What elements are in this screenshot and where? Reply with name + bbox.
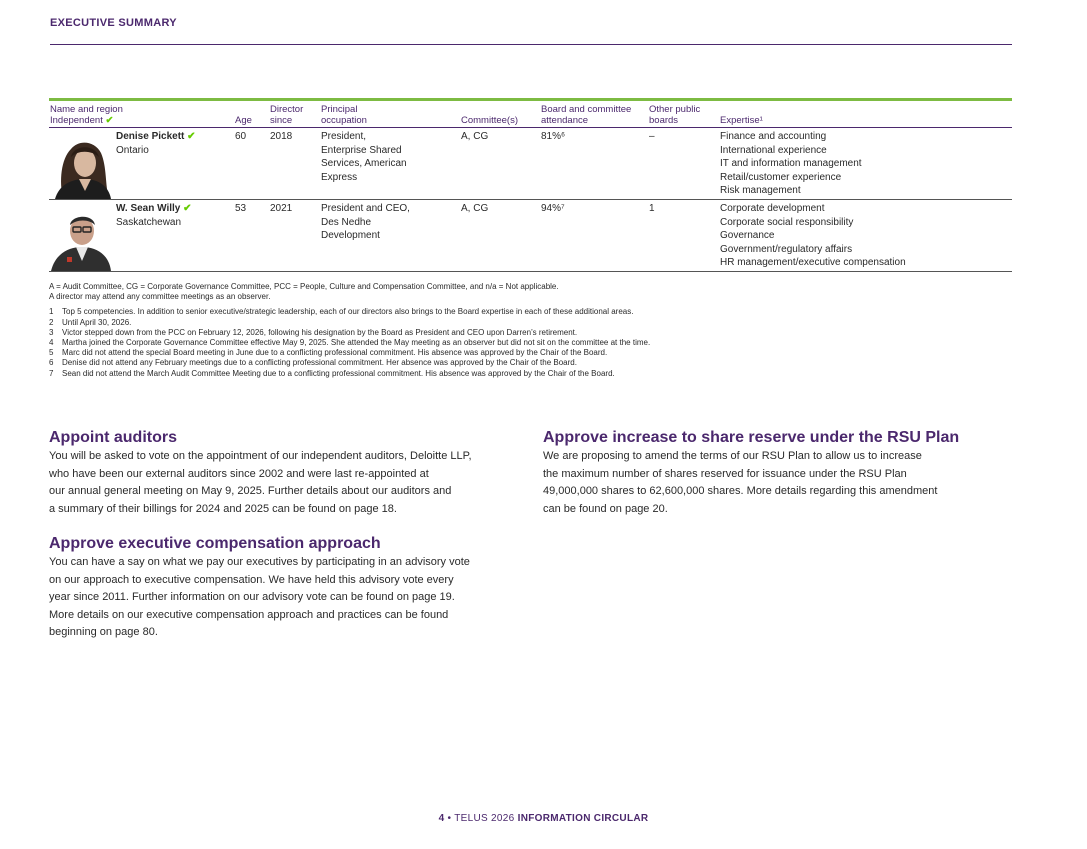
col-header-age: Age	[234, 101, 269, 128]
director-region: Ontario	[116, 144, 149, 156]
section-header: EXECUTIVE SUMMARY	[50, 17, 177, 29]
section-body: You will be asked to vote on the appointment of our independent auditors, Deloitte LLP, who have been our external auditors since 2002 and were last re-appointed at our annual general meeting on May 9, 2025. Further details about our auditors and a summary of their billings for 2024 and 2025 can be found on page 18.	[49, 450, 472, 515]
footnote: 6 Denise did not attend any February meetings due to a conflicting professional commitment. Her absence was approved by the Chair of the Board.	[49, 358, 577, 368]
page-footer	[0, 813, 1087, 824]
header-divider	[50, 44, 1012, 45]
col-header-boards: Other public boards	[648, 101, 719, 128]
observer-note: A director may attend any committee meetings as an observer.	[49, 292, 271, 302]
director-attendance: 81%⁶	[540, 128, 648, 200]
director-occupation: President and CEO, Des Nedhe Development	[320, 200, 460, 272]
director-expertise: Corporate development Corporate social responsibility Governance Government/regulatory affairs HR management/executive compensation	[719, 200, 1012, 272]
committee-legend: A = Audit Committee, CG = Corporate Governance Committee, PCC = People, Culture and Compensation Committee, and n/a = Not applicable.	[49, 282, 559, 291]
director-age: 53	[234, 200, 269, 272]
footer-document-title: INFORMATION CIRCULAR	[517, 813, 649, 824]
check-icon: ✔	[187, 131, 196, 142]
footnote: 7 Sean did not attend the March Audit Committee Meeting due to a conflicting professional commitment. His absence was approved by the Chair of the Board.	[49, 368, 615, 378]
col-header-since: Director since	[269, 101, 320, 128]
director-region: Saskatchewan	[116, 216, 182, 228]
director-expertise: Finance and accounting International experience IT and information management Retail/customer experience Risk management	[719, 128, 1012, 200]
check-icon: ✔	[105, 115, 114, 126]
table-row	[49, 200, 1012, 272]
footnote: 1 Top 5 competencies. In addition to senior executive/strategic leadership, each of our directors also brings to the Board expertise in each of these additional areas.	[49, 307, 634, 317]
col-header-attendance: Board and committee attendance	[540, 101, 648, 128]
director-photo	[49, 133, 113, 199]
section-title: Approve increase to share reserve under the RSU Plan	[543, 429, 960, 446]
section-title: Approve executive compensation approach	[49, 535, 381, 552]
director-other-boards: 1	[648, 200, 719, 272]
table-notes	[49, 282, 1009, 379]
director-attendance: 94%⁷	[540, 200, 648, 272]
footnote: 5 Marc did not attend the special Board meeting in June due to a conflicting professional commitment. His absence was approved by the Chair of the Board.	[49, 348, 608, 358]
footnote: 2 Until April 30, 2026.	[49, 317, 132, 327]
director-occupation: President, Enterprise Shared Services, American Express	[320, 128, 460, 200]
col-header-committees: Committee(s)	[460, 101, 540, 128]
page-number: 4	[438, 813, 445, 824]
table-row	[49, 128, 1012, 200]
director-table-container	[49, 98, 1012, 272]
director-committees: A, CG	[460, 128, 540, 200]
director-photo	[49, 205, 113, 271]
director-other-boards: –	[648, 128, 719, 200]
section-body: You can have a say on what we pay our executives by participating in an advisory vote on our approach to executive compensation. We have held this advisory vote every year since 2011. Further information on our advisory vote can be found on page 19. More details on our executive compensation approach and practices can be found beginning on page 80.	[49, 556, 470, 639]
director-committees: A, CG	[460, 200, 540, 272]
table-header-row	[49, 101, 1012, 128]
compensation-section	[49, 534, 529, 642]
appoint-auditors-section	[49, 428, 529, 518]
rsu-plan-section	[543, 428, 1013, 518]
section-title: Appoint auditors	[49, 429, 177, 446]
footnote: 3 Victor stepped down from the PCC on February 12, 2026, following his designation by the Board as President and CEO upon Darren’s retirement.	[49, 327, 578, 337]
director-since: 2018	[269, 128, 320, 200]
director-name: W. Sean Willy	[116, 203, 181, 214]
director-since: 2021	[269, 200, 320, 272]
director-table	[49, 101, 1012, 272]
footer-bullet: •	[447, 813, 452, 824]
director-name: Denise Pickett	[116, 131, 185, 142]
col-header-name: Name and region Independent ✔	[49, 101, 234, 128]
check-icon: ✔	[183, 203, 192, 214]
col-header-expertise: Expertise¹	[719, 101, 1012, 128]
footer-company: TELUS 2026	[454, 813, 515, 824]
footnote: 4 Martha joined the Corporate Governance Committee effective May 9, 2025. She attended the May meeting as an observer but did not sit on the committee at the time.	[49, 338, 651, 348]
director-age: 60	[234, 128, 269, 200]
col-header-occupation: Principal occupation	[320, 101, 460, 128]
section-body: We are proposing to amend the terms of our RSU Plan to allow us to increase the maximum number of shares reserved for issuance under the RSU Plan 49,000,000 shares to 62,600,000 shares. More details regarding this amendment can be found on page 20.	[543, 450, 938, 515]
